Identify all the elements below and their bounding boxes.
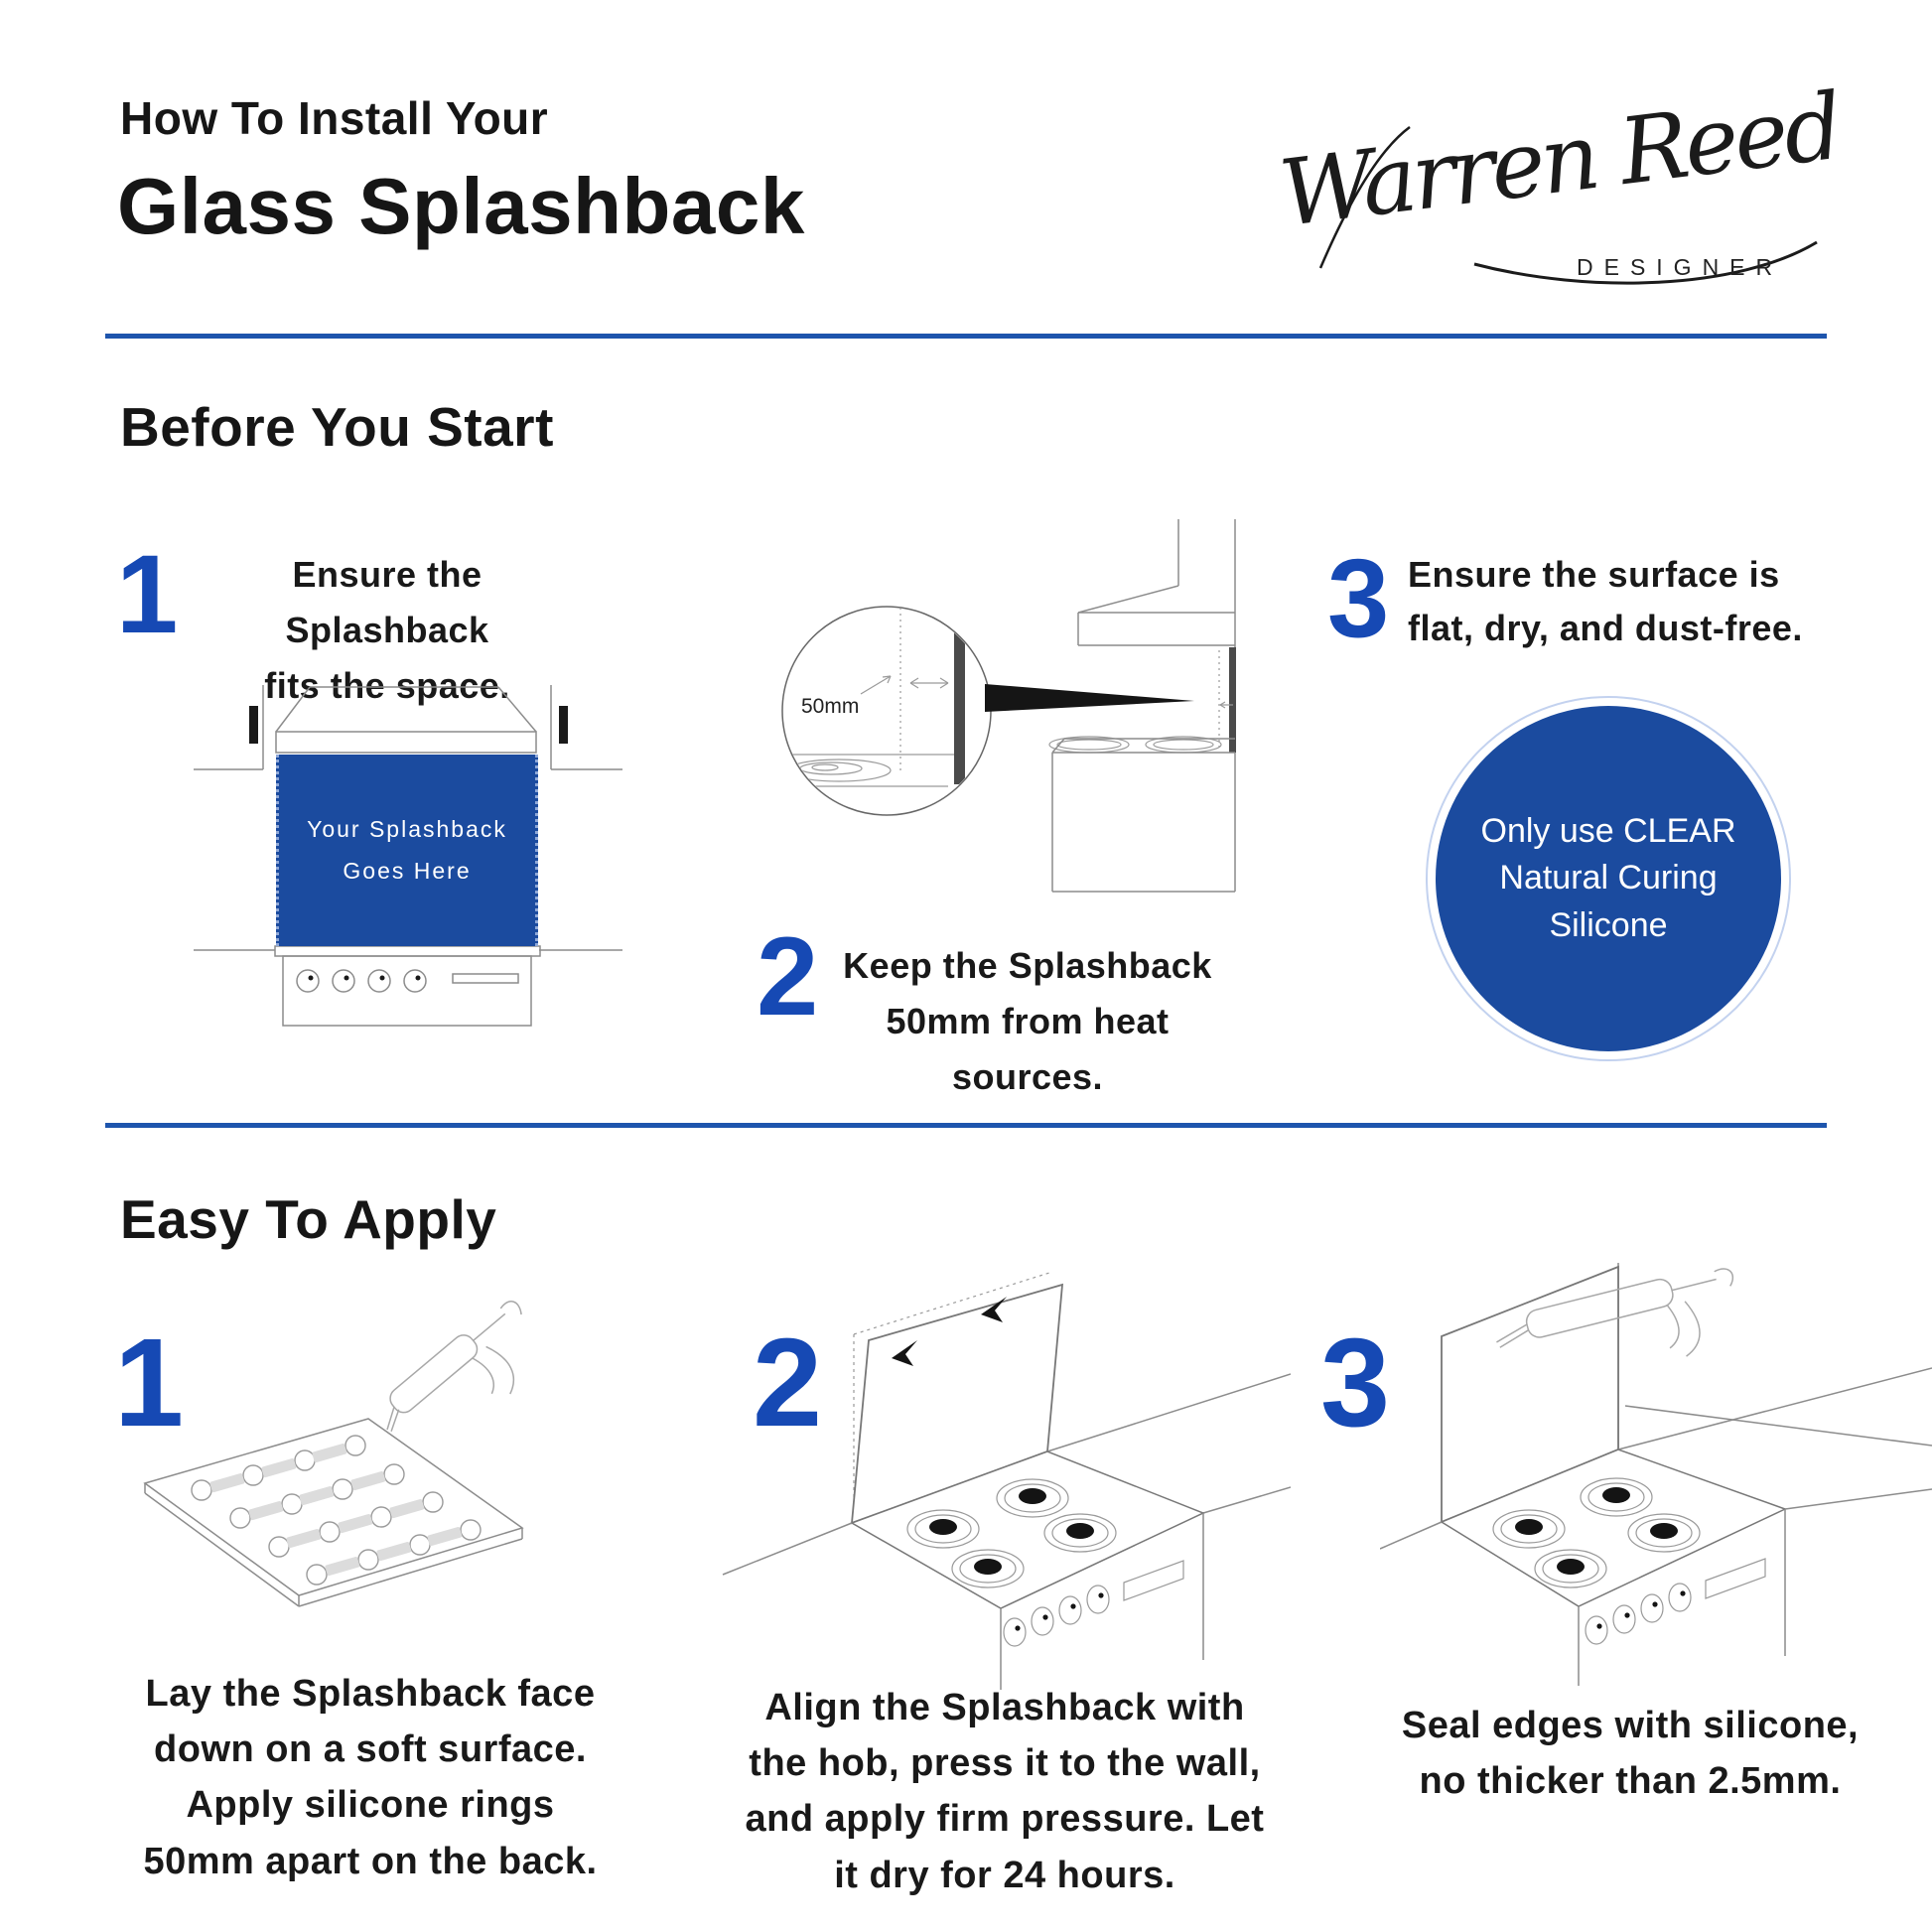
- stove-display: [1124, 1561, 1183, 1600]
- step-number: 3: [1327, 536, 1390, 660]
- splashback-placeholder: Your Splashback Goes Here: [276, 755, 538, 946]
- step-text: Keep the Splashback 50mm from heat sources.: [843, 945, 1212, 1097]
- step-number: 1: [114, 1312, 185, 1452]
- stove-knob: [368, 970, 390, 992]
- divider-middle: [105, 1123, 1827, 1128]
- section-title-before-you-start: Before You Start: [120, 396, 554, 458]
- stove-display: [453, 974, 518, 983]
- measure-label: 50mm: [801, 695, 860, 718]
- stove-knob: [297, 970, 319, 992]
- magnifier-pointer: [985, 684, 1194, 712]
- step-text: Ensure the surface is flat, dry, and dust-free.: [1408, 554, 1803, 648]
- diagram-heat-distance: [740, 496, 1296, 963]
- logo-subtitle: DESIGNER: [1577, 254, 1784, 280]
- step-number: 1: [116, 532, 179, 656]
- silicone-note-ring: [1426, 696, 1791, 1061]
- brand-logo: [1261, 72, 1857, 318]
- step-caption: Seal edges with silicone, no thicker than 2.5mm.: [1401, 1705, 1860, 1803]
- stove-display: [1706, 1559, 1765, 1598]
- step-number: 2: [753, 1312, 823, 1452]
- stove-knob: [404, 970, 426, 992]
- step-caption: Align the Splashback with the hob, press it to the wall, and apply firm pressure. Let it dry for 24 hours.: [745, 1687, 1265, 1896]
- diagram-fit-space: [149, 675, 645, 1082]
- diagram-apply-silicone: [137, 1273, 673, 1650]
- diagram-align-press: [695, 1263, 1291, 1690]
- diagram-seal-edges: [1380, 1259, 1932, 1686]
- splashback-side-bar: [1229, 647, 1236, 753]
- cabinet-handle-left: [249, 706, 258, 744]
- step-number: 2: [757, 914, 819, 1038]
- step-caption: Lay the Splashback face down on a soft surface. Apply silicone rings 50mm apart on the back.: [143, 1673, 598, 1882]
- step-text: Ensure the Splashback fits the space.: [264, 554, 510, 706]
- cabinet-handle-right: [559, 706, 568, 744]
- divider-top: [105, 334, 1827, 339]
- silicone-note-badge: Only use CLEAR Natural Curing Silicone: [1436, 706, 1781, 1051]
- section-title-easy-to-apply: Easy To Apply: [120, 1188, 497, 1250]
- header-eyebrow: How To Install Your: [120, 92, 549, 144]
- stove-knob: [333, 970, 354, 992]
- signature-text: Warren Reed: [1274, 72, 1845, 248]
- page-title: Glass Splashback: [117, 162, 805, 250]
- step-number: 3: [1320, 1312, 1391, 1452]
